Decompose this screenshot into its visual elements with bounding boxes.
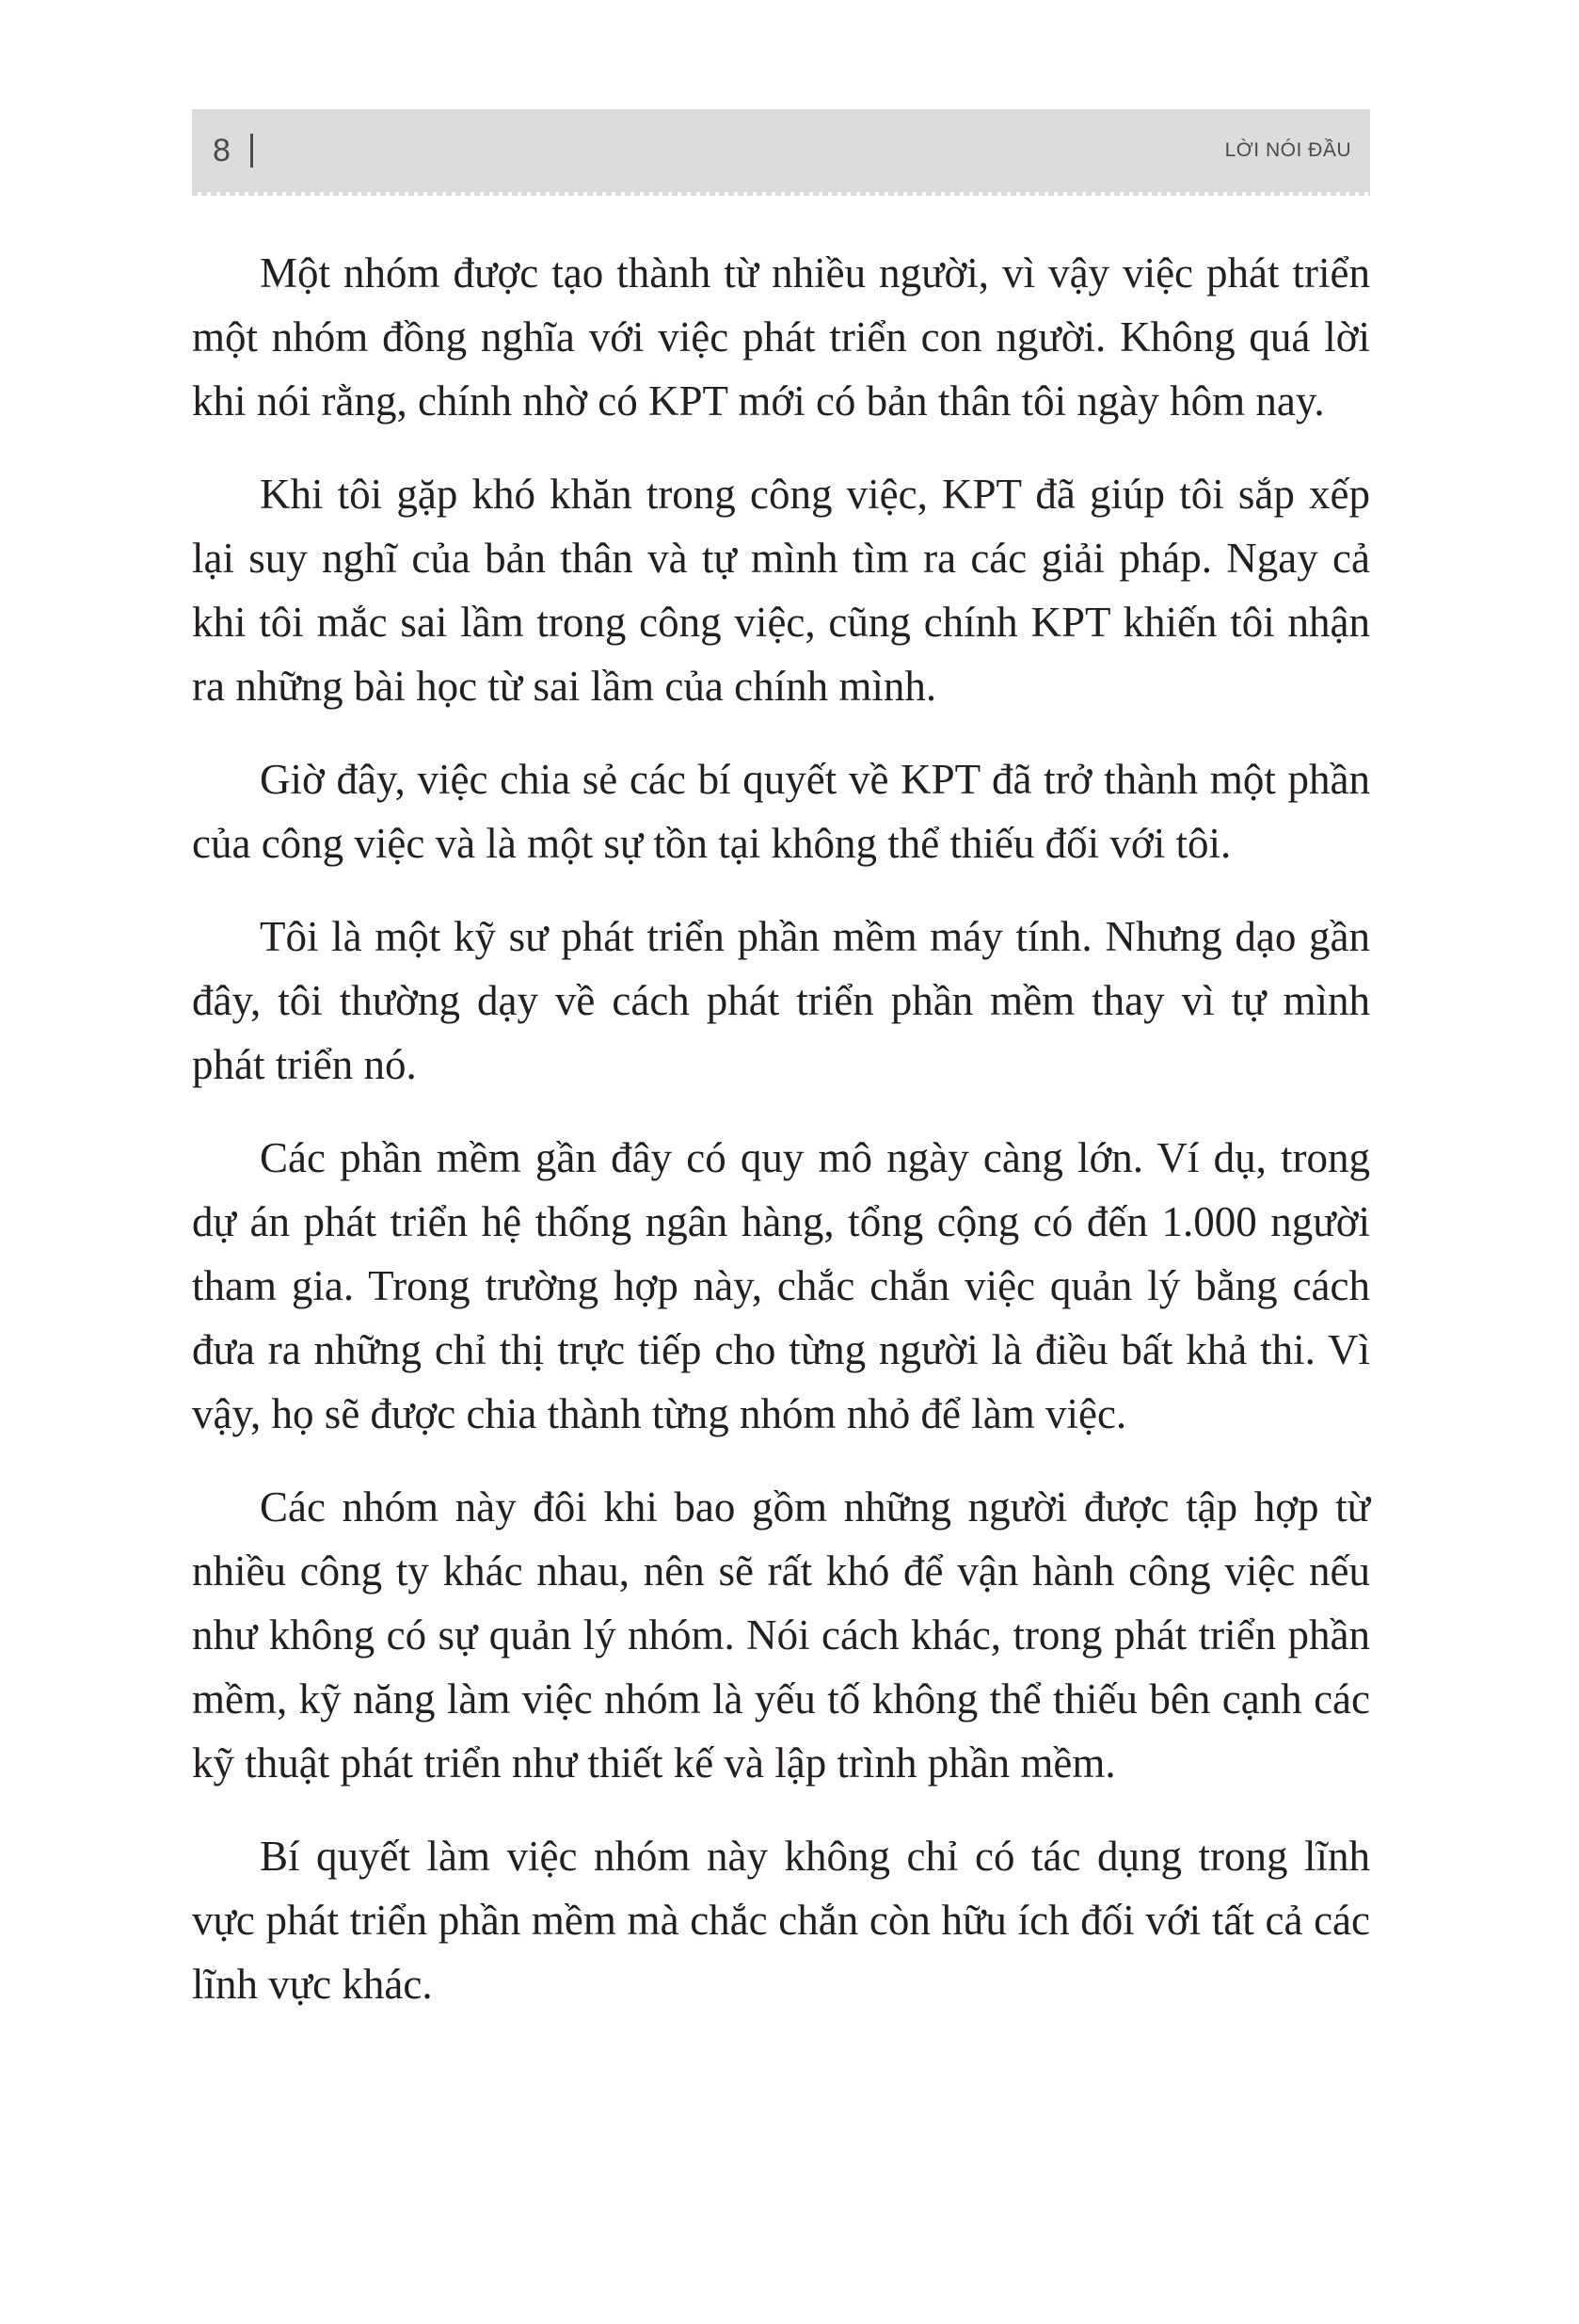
page-header <box>192 109 1370 192</box>
paragraph: Các nhóm này đôi khi bao gồm những người được tập hợp từ nhiều công ty khác nhau, nên sẽ rất khó để vận hành công việc nếu như không có sự quản lý nhóm. Nói cách khác, trong phát triển phần mềm, kỹ năng làm việc nhóm là yếu tố không thể thiếu bên cạnh các kỹ thuật phát triển như thiết kế và lập trình phần mềm. <box>192 1483 1370 1787</box>
header-divider <box>250 134 253 168</box>
paragraph: Khi tôi gặp khó khăn trong công việc, KPT đã giúp tôi sắp xếp lại suy nghĩ của bản thân và tự mình tìm ra các giải pháp. Ngay cả khi tôi mắc sai lầm trong công việc, cũng chính KPT khiến tôi nhận ra những bài học từ sai lầm của chính mình. <box>192 471 1370 710</box>
page-number: 8 <box>213 133 231 168</box>
body-text <box>192 241 1370 2045</box>
paragraph: Các phần mềm gần đây có quy mô ngày càng lớn. Ví dụ, trong dự án phát triển hệ thống ngân hàng, tổng cộng có đến 1.000 người tham gia. Trong trường hợp này, chắc chắn việc quản lý bằng cách đưa ra những chỉ thị trực tiếp cho từng người là điều bất khả thi. Vì vậy, họ sẽ được chia thành từng nhóm nhỏ để làm việc. <box>192 1134 1370 1437</box>
paragraph: Tôi là một kỹ sư phát triển phần mềm máy tính. Nhưng dạo gần đây, tôi thường dạy về cách phát triển phần mềm thay vì tự mình phát triển nó. <box>192 913 1370 1088</box>
paragraph: Giờ đây, việc chia sẻ các bí quyết về KPT đã trở thành một phần của công việc và là một sự tồn tại không thể thiếu đối với tôi. <box>192 756 1370 867</box>
paragraph: Bí quyết làm việc nhóm này không chỉ có tác dụng trong lĩnh vực phát triển phần mềm mà chắc chắn còn hữu ích đối với tất cả các lĩnh vực khác. <box>192 1833 1370 2008</box>
paragraph: Một nhóm được tạo thành từ nhiều người, vì vậy việc phát triển một nhóm đồng nghĩa với việc phát triển con người. Không quá lời khi nói rằng, chính nhờ có KPT mới có bản thân tôi ngày hôm nay. <box>192 249 1370 425</box>
running-title: LỜI NÓI ĐẦU <box>1224 139 1351 161</box>
